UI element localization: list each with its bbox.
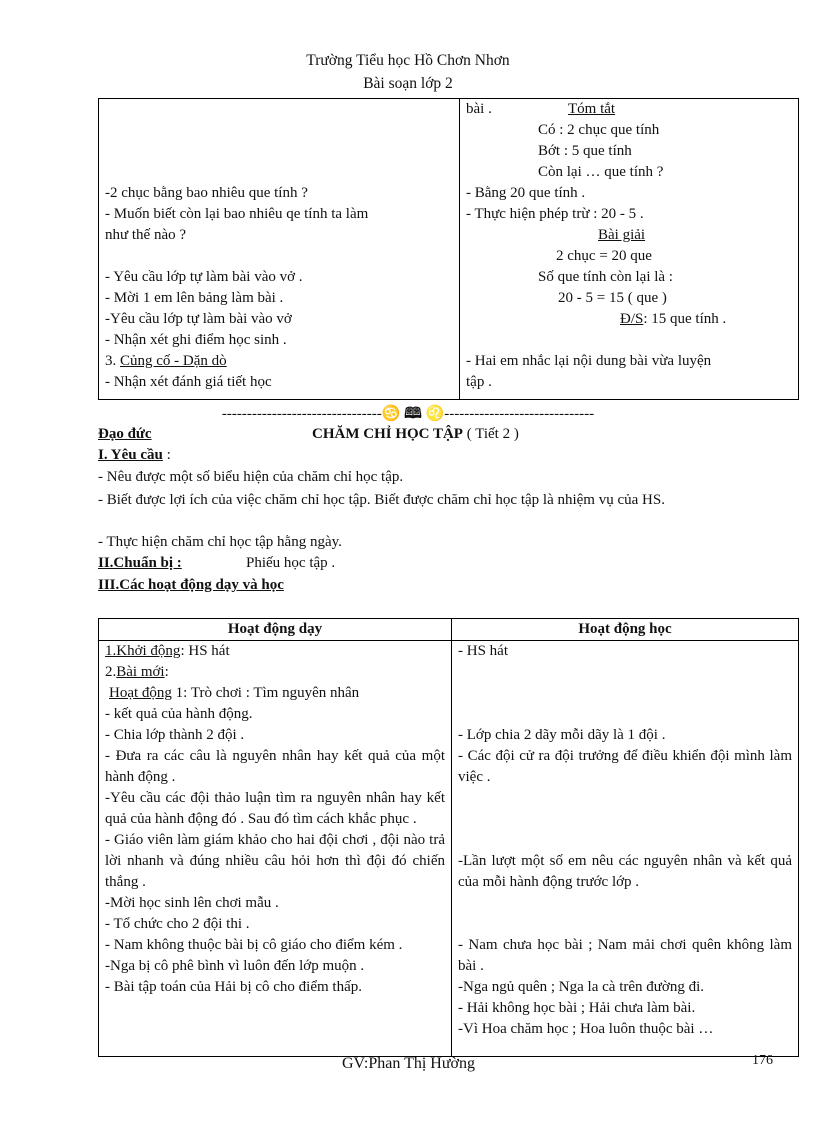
ornament-symbols: ♋ 🕮 ♌ [381, 406, 445, 422]
learning-cell [452, 641, 799, 1057]
lesson-plan-title: Bài soạn lớp 2 [363, 75, 453, 92]
preparation-value: Phiếu học tập . [246, 555, 336, 571]
left-line-cung-co: 3. Củng cố - Dặn dò [105, 353, 227, 369]
right-phep-tru: - Thực hiện phép trừ : 20 - 5 . [466, 206, 644, 222]
tom-tat-heading: Tóm tắt [568, 101, 616, 117]
nam-chua-hoc: - Nam chưa học bài ; Nam mải chơi quên không làm bài . [458, 937, 792, 974]
left-line-yeu-cau-2: -Yêu cầu lớp tự làm bài vào vở [105, 311, 292, 327]
subject-label: Đạo đức [98, 426, 152, 442]
nga-ngu-quen: -Nga ngủ quên ; Nga la cà trên đường đi. [458, 979, 704, 995]
right-bai: bài . [466, 101, 492, 117]
requirement-1: - Nêu được một số biểu hiện của chăm chỉ học tập. [98, 469, 404, 485]
school-name: Trường Tiểu học Hồ Chơn Nhơn [306, 52, 510, 69]
top-right-cell [460, 99, 799, 400]
requirement-3: - Thực hiện chăm chỉ học tập hằng ngày. [98, 534, 342, 550]
preparation-label: II.Chuẩn bị : [98, 555, 182, 571]
col-header-teaching: Hoạt động dạy [99, 619, 452, 641]
lan-luot: -Lần lượt một số em nêu các nguyên nhân và kết quả của mỗi hành động trước lớp . [458, 853, 792, 890]
hoa-cham-hoc: -Vì Hoa chăm học ; Hoa luôn thuộc bài … [458, 1021, 714, 1037]
summary-co: Có : 2 chục que tính [538, 122, 660, 138]
to-chuc-thi: - Tổ chức cho 2 đội thi . [105, 916, 250, 932]
top-activity-table [98, 98, 799, 400]
yeu-cau-thao-luan: -Yêu cầu các đội thảo luận tìm ra nguyên nhân hay kết quả của hành động đó . Sau đó tìm cách khắc phục . [105, 790, 445, 827]
requirements-heading: I. Yêu cầu : [98, 447, 171, 463]
choi-mau: -Mời học sinh lên chơi mẫu . [105, 895, 279, 911]
teaching-cell [99, 641, 452, 1057]
hoat-dong-1: Hoạt động 1: Trò chơi : Tìm nguyên nhân [109, 685, 360, 701]
section-separator: --------------------------------♋ 🕮 ♌------------------------------ [221, 406, 595, 422]
right-bang-20: - Bằng 20 que tính . [466, 185, 586, 201]
nga-phe-binh: -Nga bị cô phê bình vì luôn đến lớp muộn . [105, 958, 365, 974]
activities-heading: III.Các hoạt động dạy và học [98, 577, 284, 593]
left-line-chuc: -2 chục bằng bao nhiêu que tính ? [105, 185, 308, 201]
page-number: 176 [752, 1053, 773, 1068]
solution-so-que: Số que tính còn lại là : [538, 269, 673, 285]
giam-khao: - Giáo viên làm giám khảo cho hai đội chơi , đội nào trả lời nhanh và đúng nhiều câu hỏi hơn thì đội đó chiến thắng . [105, 832, 445, 890]
left-line-danh-gia: - Nhận xét đánh giá tiết học [105, 374, 272, 390]
solution-hai-chuc: 2 chục = 20 que [556, 248, 652, 264]
summary-con-lai: Còn lại … que tính ? [538, 164, 664, 180]
left-line-moi-em: - Mời 1 em lên bảng làm bài . [105, 290, 284, 306]
col-header-learning: Hoạt động học [452, 619, 799, 641]
left-line-muon-biet: - Muốn biết còn lại bao nhiêu qe tính ta làm [105, 206, 369, 222]
right-nhac-lai: - Hai em nhắc lại nội dung bài vừa luyện [466, 353, 712, 369]
solution-phep-tinh: 20 - 5 = 15 ( que ) [558, 290, 667, 306]
hai-diem-thap: - Bài tập toán của Hải bị cô cho điểm thấp. [105, 979, 362, 995]
khoi-dong: 1.Khởi động: HS hát [105, 643, 230, 659]
hai-khong-hoc: - Hải không học bài ; Hải chưa làm bài. [458, 1000, 696, 1016]
cung-co-heading: Củng cố - Dặn dò [120, 353, 227, 369]
solution-dap-so: Đ/S: 15 que tính . [620, 311, 727, 327]
main-activity-table [98, 618, 799, 1057]
bai-giai-heading: Bài giải [598, 227, 646, 243]
lesson-title: CHĂM CHỈ HỌC TẬP ( Tiết 2 ) [312, 426, 519, 442]
teacher-name: GV:Phan Thị Hường [342, 1055, 475, 1072]
bai-moi: 2.Bài mới: [105, 664, 169, 680]
hs-hat: - HS hát [458, 643, 508, 659]
top-left-cell [99, 99, 460, 400]
summary-bot: Bớt : 5 que tính [538, 143, 632, 159]
left-line-nhan-xet: - Nhận xét ghi điểm học sinh . [105, 332, 287, 348]
chia-lop: - Chia lớp thành 2 đội . [105, 727, 245, 743]
lop-chia: - Lớp chia 2 dãy mỗi dãy là 1 đội . [458, 727, 666, 743]
left-line-yeu-cau: - Yêu cầu lớp tự làm bài vào vở . [105, 269, 303, 285]
left-line-nhu-the-nao: như thế nào ? [105, 227, 187, 243]
hoat-dong-1-line2: - kết quả của hành động. [105, 706, 253, 722]
right-tap: tập . [466, 374, 492, 390]
doi-truong: - Các đội cử ra đội trưởng để điều khiển đội mình làm việc . [458, 748, 792, 785]
dua-ra-cau: - Đưa ra các câu là nguyên nhân hay kết quả của một hành động . [105, 748, 445, 785]
nam-khong-thuoc: - Nam không thuộc bài bị cô giáo cho điểm kém . [105, 937, 403, 953]
requirement-2: - Biết được lợi ích của việc chăm chỉ học tập. Biết được chăm chỉ học tập là nhiệm vụ của HS. [98, 492, 665, 508]
